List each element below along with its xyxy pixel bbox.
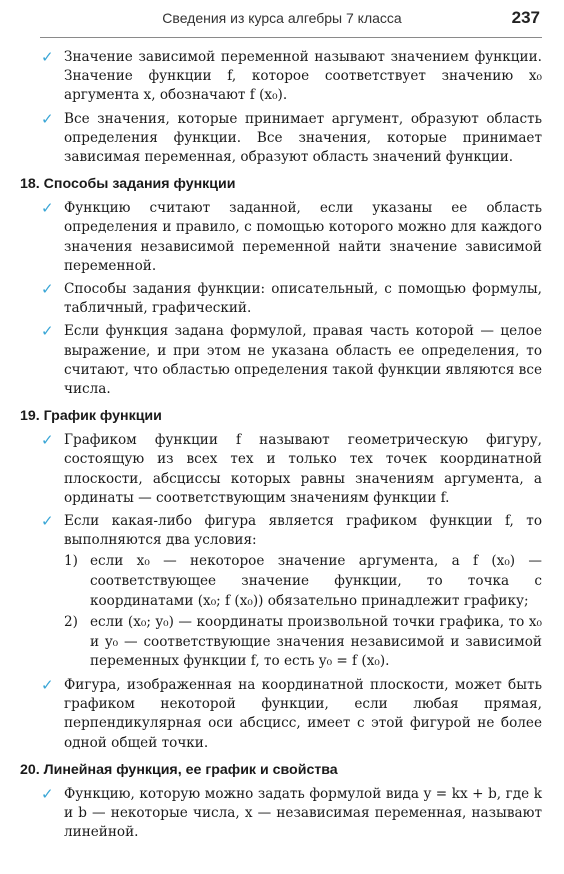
condition-text: если (x₀; y₀) — координаты произвольной точки графика, то x₀ и y₀ — соответствующие значения независимой и зависимой переменных функции f, то есть y₀ = f (x₀). xyxy=(90,614,542,670)
list-item xyxy=(0,48,564,106)
header-divider xyxy=(40,37,542,38)
check-mark-icon: ✓ xyxy=(41,431,54,450)
running-title: Сведения из курса алгебры 7 класса xyxy=(162,10,402,26)
paragraph: Функцию считают заданной, если указаны ее область определения и правило, с помощью которого можно для каждого значения независимой переменной найти значение зависимой переменной. xyxy=(64,200,542,274)
paragraph: Если функция задана формулой, правая часть которой — целое выражение, и при этом не указана область ее определения, то считают, что областью определения такой функции являются все числа. xyxy=(64,323,542,398)
check-mark-icon: ✓ xyxy=(41,280,54,299)
list-item xyxy=(0,512,564,672)
check-mark-icon: ✓ xyxy=(41,676,54,695)
page-header xyxy=(0,0,564,46)
paragraph: Все значения, которые принимает аргумент, образуют область определения функции. Все значения, которые принимает зависимая переменная, образуют область значений функции. xyxy=(64,110,542,166)
list-item xyxy=(0,431,564,508)
paragraph: Фигура, изображенная на координатной плоскости, может быть графиком некоторой функции, если любая прямая, перпендикулярная оси абсцисс, имеет с этой фигурой не более одной общей точки. xyxy=(64,677,542,751)
check-mark-icon: ✓ xyxy=(41,199,54,218)
numbered-condition xyxy=(64,613,542,672)
check-mark-icon: ✓ xyxy=(41,322,54,341)
check-mark-icon: ✓ xyxy=(41,109,54,128)
list-item xyxy=(0,199,564,276)
list-item xyxy=(0,676,564,753)
numbered-condition xyxy=(64,552,542,611)
section-heading: 19. График функции xyxy=(20,408,162,425)
paragraph: Графиком функции f называют геометрическую фигуру, состоящую из всех тех и только тех точек координатной плоскости, абсциссы которых равны значениям аргумента, а ординаты — соответствующим значениям функции f. xyxy=(64,432,542,506)
condition-number: 1) xyxy=(64,553,78,570)
list-item xyxy=(0,110,564,168)
list-item xyxy=(0,785,564,843)
section-heading: 20. Линейная функция, ее график и свойства xyxy=(20,761,338,778)
page-content xyxy=(0,48,564,846)
condition-number: 2) xyxy=(64,614,78,631)
page-number: 237 xyxy=(511,8,540,27)
list-item xyxy=(0,322,564,399)
paragraph: Способы задания функции: описательный, с помощью формулы, табличный, графический. xyxy=(64,281,542,317)
paragraph: Функцию, которую можно задать формулой вида y = kx + b, где k и b — некоторые числа, x — независимая переменная, называют линейной. xyxy=(64,785,542,841)
check-mark-icon: ✓ xyxy=(41,512,54,531)
paragraph: Значение зависимой переменной называют значением функции. Значение функции f, которое соответствует значению x₀ аргумента x, обозначают f (x₀). xyxy=(64,49,542,104)
check-mark-icon: ✓ xyxy=(41,784,54,803)
condition-text: если x₀ — некоторое значение аргумента, а f (x₀) — соответствующее значение функции, то точка с координатами (x₀; f (x₀)) обязательно принадлежит графику; xyxy=(90,553,542,609)
section-heading: 18. Способы задания функции xyxy=(20,176,236,193)
paragraph: Если какая-либо фигура является графиком функции f, то выполняются два условия: xyxy=(64,513,542,549)
check-mark-icon: ✓ xyxy=(41,48,54,66)
list-item xyxy=(0,280,564,318)
